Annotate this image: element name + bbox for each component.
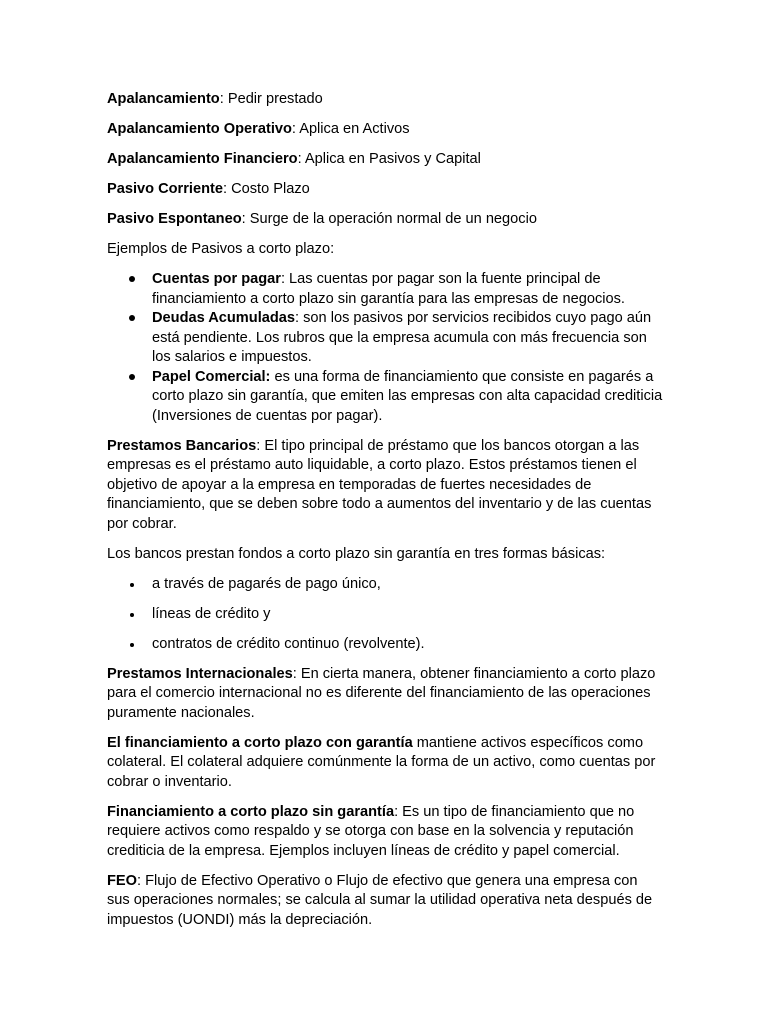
list-item: a través de pagarés de pago único, xyxy=(107,575,663,595)
definition-text: : Costo Plazo xyxy=(222,181,310,197)
definition-prestamos-internacionales xyxy=(107,665,663,724)
definition-text: : son los pasivos por servicios recibidos cuyo pago aún está pendiente. Los rubros que la empresa acumula con más frecuencia son los salarios e impuestos. xyxy=(152,310,652,365)
definition-feo xyxy=(107,872,663,931)
examples-intro: Ejemplos de Pasivos a corto plazo: xyxy=(107,241,335,257)
definition-pasivo-espontaneo xyxy=(107,210,663,230)
list-item xyxy=(107,270,663,309)
list-item: líneas de crédito y xyxy=(107,605,663,625)
definition-text: : Es un tipo de financiamiento que no requiere activos como respaldo y se otorga con base en la solvencia y reputación crediticia de la empresa. Ejemplos incluyen líneas de crédito y papel comercial. xyxy=(107,803,635,859)
list-item xyxy=(107,368,663,427)
definition-apalancamiento xyxy=(107,90,663,110)
term: Cuentas por pagar xyxy=(152,271,281,287)
term: Financiamiento a corto plazo sin garantía xyxy=(107,803,395,820)
definition-text: : Flujo de Efectivo Operativo o Flujo de efectivo que genera una empresa con sus operaciones normales; se calcula al sumar la utilidad operativa neta después de impuestos (UONDI) más la depreciación. xyxy=(107,872,653,928)
term: FEO xyxy=(107,872,137,889)
definition-text: : El tipo principal de préstamo que los bancos otorgan a las empresas es el préstamo auto liquidable, a corto plazo. Estos préstamos tienen el objetivo de apoyar a la empresa en temporadas de fuertes necesidades de financiamiento, que se deben sobre todo a aumentos del inventario y de las cuentas por cobrar. xyxy=(107,437,652,532)
term: Pasivo Corriente xyxy=(107,181,223,197)
definition-text: : Aplica en Activos xyxy=(291,121,410,137)
document-page xyxy=(107,90,663,941)
term: Papel Comercial: xyxy=(152,368,271,385)
definition-text: : Las cuentas por pagar son la fuente principal de financiamiento a corto plazo sin garantía para las empresas de negocios. xyxy=(152,271,625,307)
definition-apalancamiento-financiero xyxy=(107,150,663,170)
bancos-intro: Los bancos prestan fondos a corto plazo sin garantía en tres formas básicas: xyxy=(107,545,606,562)
term: Prestamos Internacionales xyxy=(107,665,293,682)
term: Apalancamiento Operativo xyxy=(107,121,292,137)
term: Pasivo Espontaneo xyxy=(107,211,242,227)
definition-text: es una forma de financiamiento que consiste en pagarés a corto plazo sin garantía, que emiten las empresas con alta capacidad crediticia (Inversiones de cuentas por pagar). xyxy=(152,368,663,424)
definition-text: mantiene activos específicos como colateral. El colateral adquiere comúnmente la forma de un activo, como cuentas por cobrar o inventario. xyxy=(107,734,656,790)
definition-apalancamiento-operativo xyxy=(107,120,663,140)
term: Apalancamiento xyxy=(107,91,220,107)
term: Prestamos Bancarios xyxy=(107,437,257,454)
definition-pasivo-corriente xyxy=(107,180,663,200)
definition-text: : En cierta manera, obtener financiamiento a corto plazo para el comercio internacional no es diferente del financiamiento de las operaciones puramente nacionales. xyxy=(107,665,656,721)
list-item: contratos de crédito continuo (revolvente). xyxy=(107,635,663,655)
term: Deudas Acumuladas xyxy=(152,310,296,326)
definition-financiamiento-sin-garantia xyxy=(107,803,663,862)
definition-text: : Aplica en Pasivos y Capital xyxy=(297,151,481,167)
definition-text: : Pedir prestado xyxy=(219,91,323,107)
bancos-formas-list xyxy=(107,575,663,655)
term: El financiamiento a corto plazo con garantía xyxy=(107,734,413,751)
list-item xyxy=(107,309,663,368)
definition-financiamiento-con-garantia xyxy=(107,734,663,793)
examples-list xyxy=(107,270,663,426)
definition-prestamos-bancarios xyxy=(107,437,663,535)
term: Apalancamiento Financiero xyxy=(107,151,298,167)
definition-text: : Surge de la operación normal de un negocio xyxy=(241,211,537,227)
